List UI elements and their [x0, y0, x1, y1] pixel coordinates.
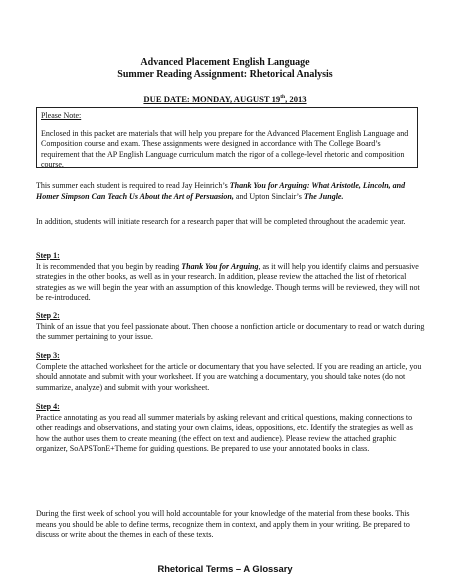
closing-paragraph: During the first week of school you will hold accountable for your knowledge of the material from these books. This means you should be able to define terms, recognize them in context, and apply them in your writing. Be prepared to discuss or write about the themes in each of these texts.: [36, 509, 410, 540]
step-2-label: Step 2: [36, 311, 58, 320]
step-3-text: Complete the attached worksheet for the article or documentary that you have selected. If you are reading an article, you should annotate and submit with your worksheet. If you are watching a documentary, you should take notes (do not summarize, analyze) and submit with your worksheet.: [36, 361, 422, 392]
step-3: [36, 351, 426, 393]
note-body: Enclosed in this packet are materials that will help you prepare for the Advanced Placement English Language and Composition course and exam. These assignments were designed in accordance with The College Board’s requirement that the AP English Language curriculum match the rigor of a college-level rhetoric and composition course.: [41, 128, 409, 170]
due-date-year: , 2013: [285, 94, 307, 104]
step-2-text: Think of an issue that you feel passionate about. Then choose a nonfiction article or documentary to read or watch during the summer pertaining to your issue.: [36, 321, 425, 342]
step-2-colon: :: [57, 311, 60, 320]
step-2: [36, 311, 426, 343]
step-1-text-a: It is recommended that you begin by reading: [36, 261, 182, 271]
due-date: [0, 94, 450, 104]
research-paragraph: In addition, students will initiate research for a research paper that will be completed throughout the academic year.: [36, 217, 406, 226]
step-1-label: Step 1: [36, 251, 58, 260]
book-title-thank-you-for-arguing: Thank You for Arguing: What Aristotle, Lincoln, and Homer Simpson Can Teach Us About the Art of Persuasion,: [36, 181, 406, 201]
glossary-heading: Rhetorical Terms – A Glossary: [157, 563, 293, 574]
step-3-colon: :: [57, 351, 60, 360]
book-title-the-jungle: The Jungle.: [303, 191, 344, 201]
step-1-colon: :: [57, 251, 60, 260]
intro-text-b: and Upton Sinclair’s: [233, 191, 304, 201]
intro-paragraph: [36, 181, 426, 202]
step-1: [36, 251, 426, 304]
document-subtitle: Summer Reading Assignment: Rhetorical Analysis: [117, 69, 333, 80]
step-3-label: Step 3: [36, 351, 58, 360]
note-heading: Please Note:: [41, 111, 82, 120]
step-1-text-b: , as it will help you identify claims and persuasive strategies in the other books, as well as in your research. In addition, please review the attached the list of rhetorical strategies as we will begin the year with an assumption of this knowledge. Though terms will be reviewed, they will not be re-introduced.: [36, 261, 420, 303]
due-date-prefix: DUE DATE: MONDAY, AUGUST 19: [143, 94, 281, 104]
step-1-book-title: Thank You for Arguing: [181, 261, 259, 271]
intro-text-a: This summer each student is required to read Jay Heinrich’s: [36, 181, 230, 190]
step-4-colon: :: [57, 402, 60, 411]
note-box: [36, 107, 418, 168]
step-4: [36, 402, 426, 455]
step-4-text: Practice annotating as you read all summer materials by asking relevant and critical questions, making connections to other readings and observations, and stating your own claims, ideas, oppositions, etc. Identify the strategies as well as how the author uses them to create meaning (the effect on text and audience). Please review the attached graphic organizer, SoAPSTonE+Theme for guiding questions. Be prepared to use your annotated books in class.: [36, 412, 413, 454]
step-4-label: Step 4: [36, 402, 58, 411]
document-title: Advanced Placement English Language: [140, 57, 310, 68]
due-date-ordinal: th: [280, 94, 286, 101]
